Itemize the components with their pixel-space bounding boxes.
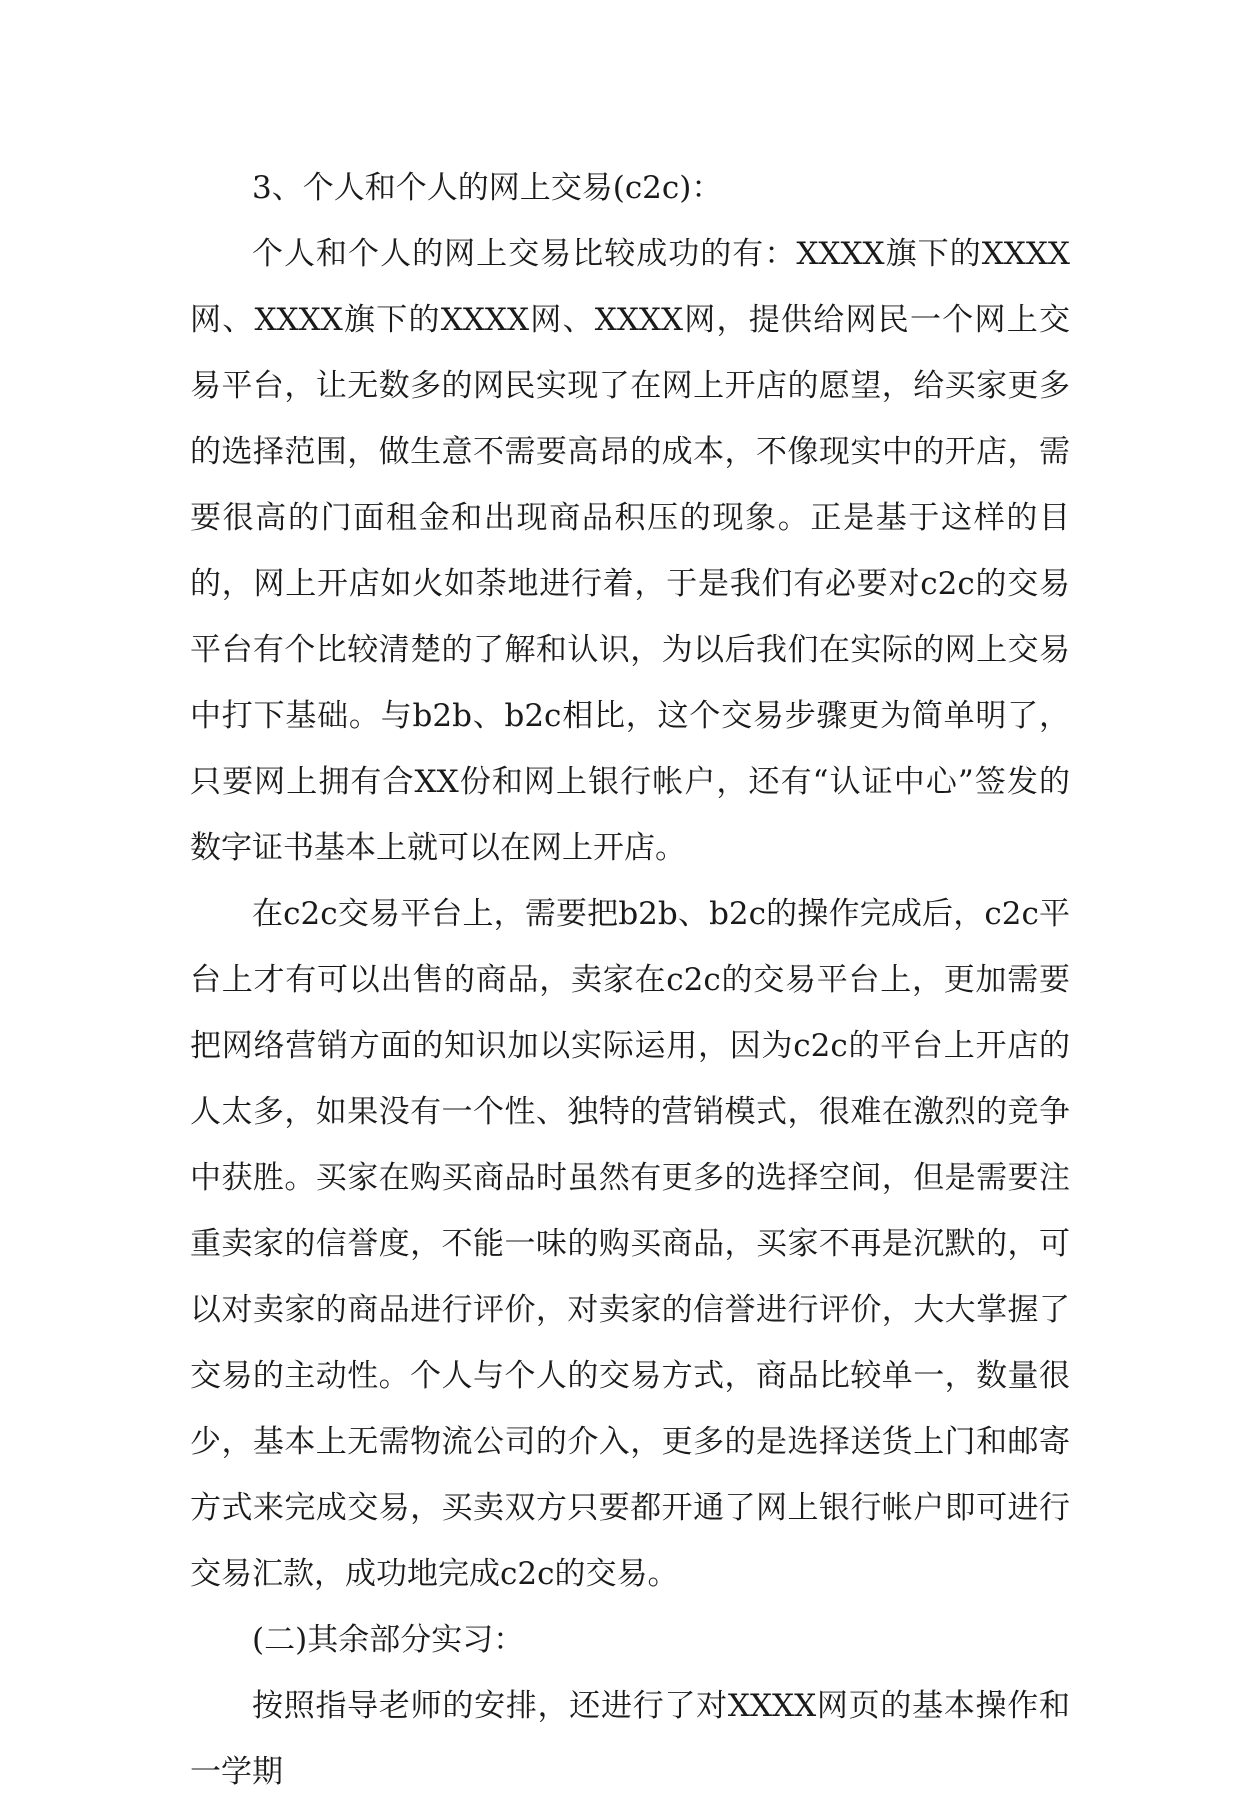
paragraph-other-practice: 按照指导老师的安排，还进行了对XXXX网页的基本操作和一学期 [190, 1688, 1070, 1790]
paragraph-c2c-overview: 个人和个人的网上交易比较成功的有：XXXX旗下的XXXX网、XXXX旗下的XXXX网、XXXX网，提供给网民一个网上交易平台，让无数多的网民实现了在网上开店的愿望，给买家更多的选择范围，做生意不需要高昂的成本，不像现实中的开店，需要很高的门面租金和出现商品积压的现象。正是基于这样的目的，网上开店如火如荼地进行着，于是我们有必要对c2c的交易平台有个比较清楚的了解和认识，为以后我们在实际的网上交易中打下基础。与b2b、b2c相比，这个交易步骤更为简单明了，只要网上拥有合XX份和网上银行帐户，还有“认证中心”签发的数字证书基本上就可以在网上开店。 [190, 236, 1070, 866]
paragraph-c2c-platform: 在c2c交易平台上，需要把b2b、b2c的操作完成后，c2c平台上才有可以出售的商品，卖家在c2c的交易平台上，更加需要把网络营销方面的知识加以实际运用，因为c2c的平台上开店的人太多，如果没有一个性、独特的营销模式，很难在激烈的竞争中获胜。买家在购买商品时虽然有更多的选择空间，但是需要注重卖家的信誉度，不能一味的购买商品，买家不再是沉默的，可以对卖家的商品进行评价，对卖家的信誉进行评价，大大掌握了交易的主动性。个人与个人的交易方式，商品比较单一，数量很少，基本上无需物流公司的介入，更多的是选择送货上门和邮寄方式来完成交易，买卖双方只要都开通了网上银行帐户即可进行交易汇款，成功地完成c2c的交易。 [190, 896, 1070, 1592]
section-heading-other-practice: (二)其余部分实习： [252, 1622, 525, 1658]
section-heading-c2c: 3、个人和个人的网上交易(c2c)： [252, 170, 723, 206]
document-body [190, 155, 1070, 1805]
